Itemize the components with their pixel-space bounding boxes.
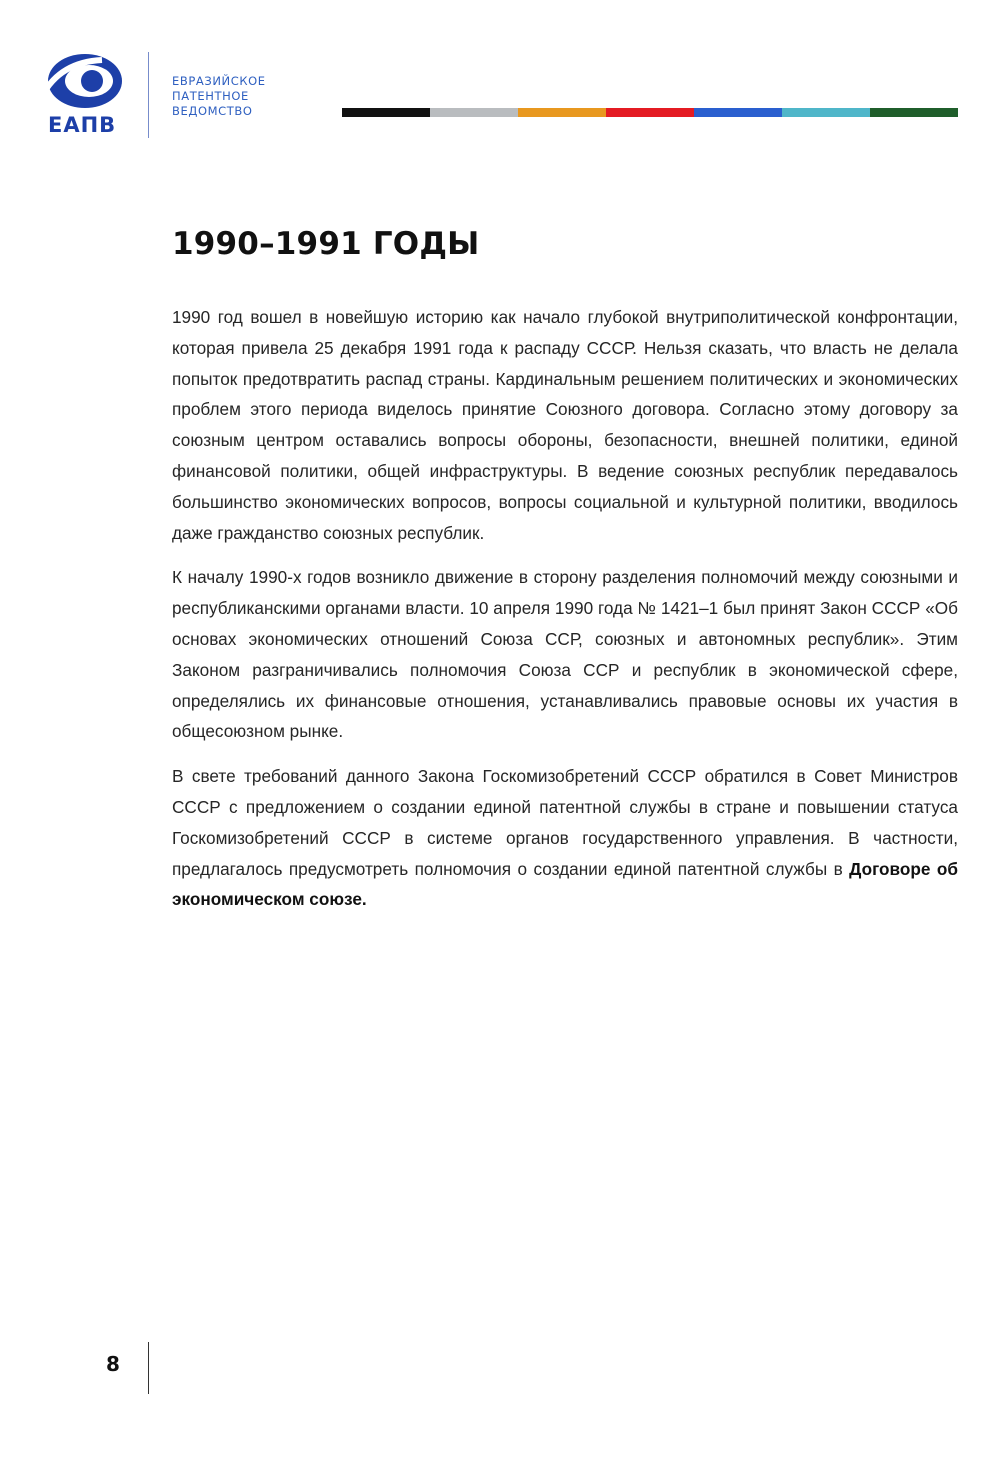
- stripe-segment: [782, 108, 870, 117]
- paragraph: [172, 761, 958, 915]
- logo-wordmark: ЕАПВ: [48, 113, 117, 137]
- page-number: 8: [106, 1352, 120, 1376]
- page-header: [0, 0, 1000, 160]
- stripe-segment: [606, 108, 694, 117]
- stripe-segment: [870, 108, 958, 117]
- bold-reference: Договоре об экономическом союзе.: [172, 858, 958, 910]
- color-stripe: [342, 108, 958, 117]
- org-name-line: ВЕДОМСТВО: [172, 104, 253, 118]
- footer-divider: [148, 1342, 149, 1394]
- stripe-segment: [518, 108, 606, 117]
- eye-logo-icon: [40, 52, 126, 114]
- header-divider: [148, 52, 149, 138]
- page-title: 1990–1991 ГОДЫ: [172, 226, 480, 262]
- stripe-segment: [430, 108, 518, 117]
- stripe-segment: [694, 108, 782, 117]
- organization-name: [172, 74, 266, 119]
- org-name-line: ПАТЕНТНОЕ: [172, 89, 249, 103]
- paragraph: 1990 год вошел в новейшую историю как начало глубокой внутриполитической конфронтации, которая привела 25 декабря 1991 года к распаду СССР. Нельзя сказать, что власть не делала попыток предотвратить распад страны. Кардинальным решением политических и экономических проблем этого периода виделось принятие Союзного договора. Согласно этому договору за союзным центром оставались вопросы обороны, безопасности, внешней политики, единой финансовой политики, общей инфраструктуры. В ведение союзных республик передавалось большинство экономических вопросов, вопросы социальной и культурной политики, вводилось даже гражданство союзных республик.: [172, 307, 958, 543]
- stripe-segment: [342, 108, 430, 117]
- body-text: [172, 302, 958, 929]
- paragraph: К началу 1990-х годов возникло движение в сторону разделения полномочий между союзными и республиканскими органами власти. 10 апреля 1990 года № 1421–1 был принят Закон СССР «Об основах экономических отношений Союза ССР, союзных и автономных республик». Этим Законом разграничивались полномочия Союза ССР и республик в экономической сфере, определялись их финансовые отношения, устанавливались правовые основы их участия в общесоюзном рынке.: [172, 567, 958, 742]
- paragraph-text: В свете требований данного Закона Госкомизобретений СССР обратился в Совет Министров СССР с предложением о создании единой патентной службы в стране и повышении статуса Госкомизобретений СССР в системе органов государственного управления. В частности, предлагалось предусмотреть полномочия о создании единой патентной службы в: [172, 766, 958, 879]
- org-name-line: ЕВРАЗИЙСКОЕ: [172, 74, 266, 88]
